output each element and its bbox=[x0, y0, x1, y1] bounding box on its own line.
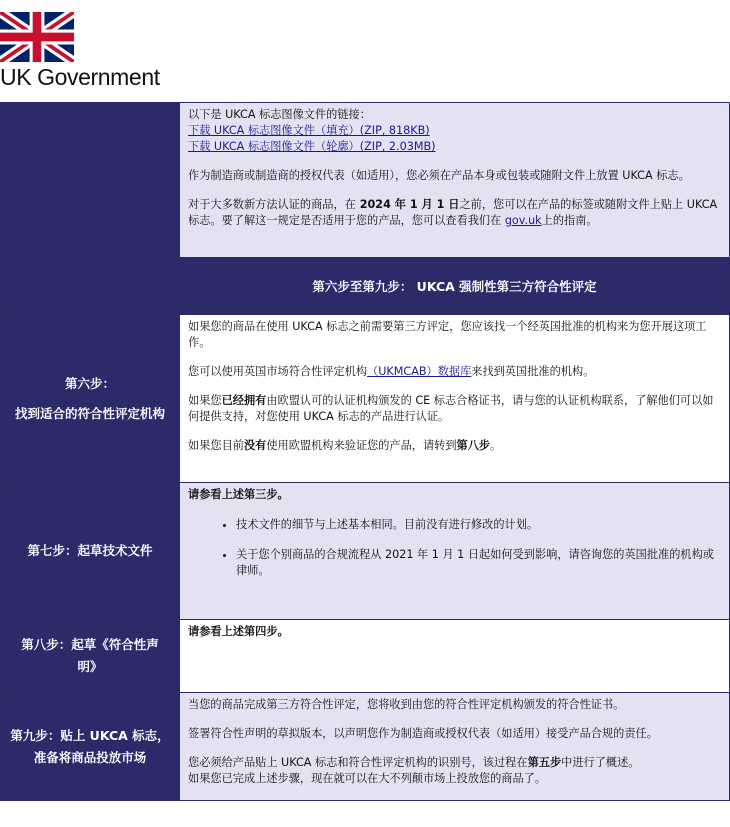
step8-label: 第八步：起草《符合性声明》 bbox=[1, 620, 180, 693]
step7-bullet-list bbox=[188, 517, 721, 579]
band-row bbox=[1, 258, 730, 315]
union-jack-icon bbox=[0, 12, 74, 62]
gov-uk-link[interactable]: gov.uk bbox=[504, 214, 542, 227]
step6-label bbox=[1, 315, 180, 483]
step6-para-3-a: 如果您 bbox=[188, 394, 222, 407]
step6-row bbox=[1, 315, 730, 483]
step8-row bbox=[1, 620, 730, 693]
step6-para-4-bold2: 第八步 bbox=[456, 439, 491, 452]
step6-para-4-c: 。 bbox=[490, 439, 502, 452]
step9-para-1: 当您的商品完成第三方符合性评定，您将收到由您的符合性评定机构颁发的符合性证书。 bbox=[188, 698, 625, 711]
step6-label-line1: 第六步： bbox=[64, 375, 115, 391]
step9-label bbox=[1, 693, 180, 801]
step9-label-line1: 第九步：贴上 UKCA 标志， bbox=[10, 727, 170, 743]
step6-para-3-b: 由欧盟认可的认证机构颁发的 CE 标志合格证书，请与您的认证机构联系，了解他们可以如何提供支持，对您使用 UKCA 标志的产品进行认证。 bbox=[188, 394, 714, 423]
step9-para-4: 如果您已完成上述步骤，现在就可以在大不列颠市场上投放您的商品了。 bbox=[188, 772, 547, 785]
intro-content bbox=[180, 103, 730, 258]
step7-content bbox=[180, 483, 730, 620]
step7-bullet: • 技术文件的细节与上述基本相同。目前没有进行修改的计划。 bbox=[236, 517, 721, 533]
step7-label: 第七步：起草技术文件 bbox=[1, 483, 180, 620]
link-fill-row bbox=[188, 123, 721, 139]
intro-para-2-date: 2024 年 1 月 1 日 bbox=[355, 198, 460, 211]
step9-para-3-bold: 第五步 bbox=[527, 756, 562, 769]
step6-content bbox=[180, 315, 730, 483]
step6-para-4-a: 如果您目前 bbox=[188, 439, 244, 452]
links-label: 以下是 UKCA 标志图像文件的链接： bbox=[188, 108, 371, 121]
step7-lead bbox=[188, 487, 721, 503]
intro-row bbox=[1, 103, 730, 258]
step9-para-2: 签署符合性声明的草拟版本，以声明您作为制造商或授权代表（如适用）接受产品合规的责任。 bbox=[188, 727, 658, 740]
step6-para-4 bbox=[188, 438, 721, 454]
logo-text: UK Government bbox=[0, 64, 160, 90]
intro-para-1: 作为制造商或制造商的授权代表（如适用），您必须在产品本身或包装或随附文件上放置 UKCA 标志。 bbox=[188, 169, 690, 182]
ukmcab-database-link[interactable]: （UKMCAB）数据库 bbox=[367, 365, 472, 378]
intro-left-cell bbox=[1, 103, 180, 258]
intro-para-2 bbox=[188, 197, 721, 229]
intro-para-2-c: 上的指南。 bbox=[541, 214, 598, 227]
steps-table bbox=[0, 102, 730, 801]
step7-bullet: • 关于您个别商品的合规流程从 2021 年 1 月 1 日起如何受到影响，请咨询您的英国批准的机构或律师。 bbox=[236, 547, 721, 579]
step9-para-3-a: 您必须给产品贴上 UKCA 标志和符合性评定机构的识别号，该过程在 bbox=[188, 756, 528, 769]
intro-para-2-b: 之前，您可以在产品的标签或随附文件上贴上 UKCA 标志。要了解这一规定是否适用于您的产品，您可以查看我们在 bbox=[188, 198, 718, 227]
step6-label-line2: 找到适合的符合性评定机构 bbox=[14, 405, 165, 421]
step6-para-4-b: 使用欧盟机构来验证您的产品，请转到 bbox=[266, 439, 457, 452]
step6-para-2-a: 您可以使用英国市场符合性评定机构 bbox=[188, 365, 368, 378]
step8-lead bbox=[188, 624, 721, 640]
step9-row bbox=[1, 693, 730, 801]
step9-content bbox=[180, 693, 730, 801]
step6-para-4-bold: 没有 bbox=[243, 439, 267, 452]
step6-para-2 bbox=[188, 364, 721, 380]
section-band-title: 第六步至第九步： UKCA 强制性第三方符合性评定 bbox=[180, 258, 730, 315]
step9-para-3 bbox=[188, 755, 721, 771]
step8-lead-text: 请参看上述第四步。 bbox=[188, 625, 289, 638]
link-outline-row bbox=[188, 139, 721, 155]
download-fill-link[interactable]: 下载 UKCA 标志图像文件（填充）(ZIP, 818KB) bbox=[188, 124, 430, 137]
step7-lead-text: 请参看上述第三步。 bbox=[188, 488, 289, 501]
step8-content bbox=[180, 620, 730, 693]
step6-para-2-b: 来找到英国批准的机构。 bbox=[471, 365, 595, 378]
uk-government-logo bbox=[0, 12, 170, 92]
step9-label-line2: 准备将商品投放市场 bbox=[33, 749, 147, 765]
intro-para-2-a: 对于大多数新方法认证的商品，在 bbox=[188, 198, 356, 211]
step7-row bbox=[1, 483, 730, 620]
step6-para-1: 如果您的商品在使用 UKCA 标志之前需要第三方评定，您应该找一个经英国批准的机构来为您开展这项工作。 bbox=[188, 320, 707, 349]
download-outline-link[interactable]: 下载 UKCA 标志图像文件（轮廓）(ZIP, 2.03MB) bbox=[188, 140, 436, 153]
band-left-cell bbox=[1, 258, 180, 315]
step6-para-3-bold: 已经拥有 bbox=[221, 394, 267, 407]
step6-para-3 bbox=[188, 393, 721, 425]
step9-para-3-b: 中进行了概述。 bbox=[561, 756, 640, 769]
